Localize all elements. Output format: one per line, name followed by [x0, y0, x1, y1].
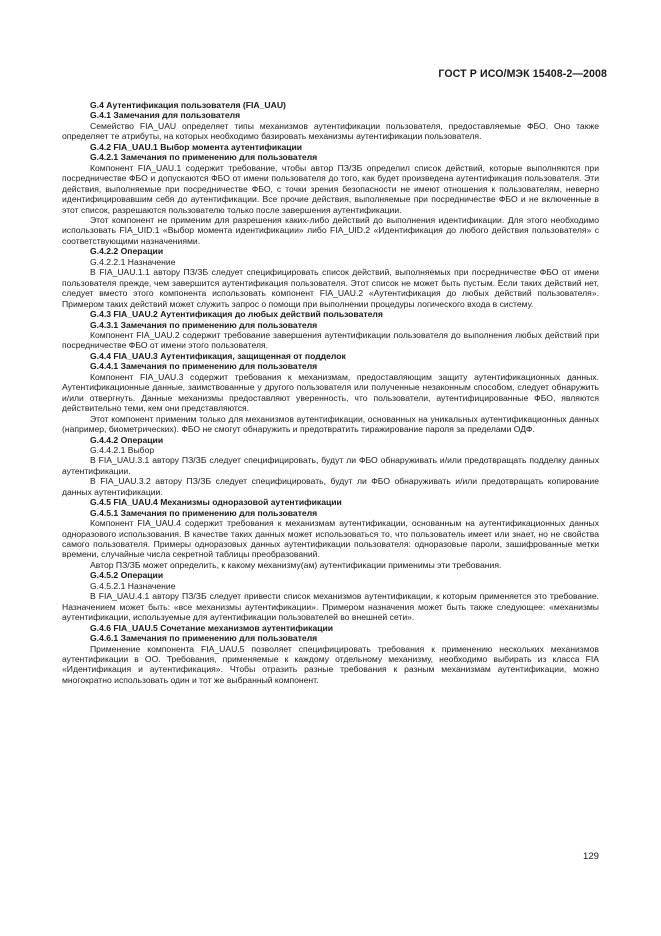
- body-paragraph: В FIA_UAU.1.1 автору ПЗ/ЗБ следует специфицировать список действий, выполняемых при посредничестве ФБО от имени пользователя прежде, чем завершится аутентификация пользователя. Этот список не может быть пустым. Если таких действий нет, следует вместо этого компонента использовать компонент FIA_UAU.2 «Аутентификация до любых действий пользователя». Примером таких действий может служить запрос о помощи при выполнении процедуры логического входа в систему.: [62, 267, 599, 309]
- subsection-label: G.4.4.2.1 Выбор: [90, 444, 155, 455]
- section-heading: G.4.1 Замечания для пользователя: [90, 110, 241, 121]
- section-heading: G.4.6 FIA_UAU.5 Сочетание механизмов аутентификации: [90, 622, 334, 633]
- body-paragraph: Этот компонент применим только для механизмов аутентификации, основанных на уникальных аутентификационных данных (например, биометрических). ФБО не смогут обнаружить и предотвратить тиражирование пароля за пределами ОДФ.: [62, 413, 599, 435]
- body-paragraph: В FIA_UAU.4.1 автору ПЗ/ЗБ следует привести список механизмов аутентификации, к которым применяется это требование. Назначением может быть: «все механизмы аутентификации». Примером назначения может быть также следующее: «механизмы аутентификации, используемые для аутентификации пользователей во внешней сети».: [62, 591, 599, 623]
- page-header: ГОСТ Р ИСО/МЭК 15408-2—2008: [438, 68, 607, 80]
- body-paragraph: В FIA_UAU.3.2 автору ПЗ/ЗБ следует специфицировать, будут ли ФБО обнаруживать и/или предотвращать копирование данных аутентификации.: [62, 476, 599, 497]
- body-paragraph: В FIA_UAU.3.1 автору ПЗ/ЗБ следует специфицировать, будут ли ФБО обнаруживать и/или предотвращать подделку данных аутентификации.: [62, 455, 599, 476]
- body-paragraph: Компонент FIA_UAU.3 содержит требования к механизмам, предоставляющим защиту аутентификационных данных. Аутентификационные данные, заимствованные у другого пользователя или полученные незаконным способом, следует обнаружить и/или отвергнуть. Данные механизмы предоставляют уверенность, что пользователи, аутентифицированные ФБО, являются действительно теми, кем они представляются.: [62, 371, 599, 414]
- body-paragraph: Автор ПЗ/ЗБ может определить, к какому механизму(ам) аутентификации применимы эти требования.: [90, 559, 502, 570]
- section-heading: G.4.5 FIA_UAU.4 Механизмы одноразовой аутентификации: [90, 497, 342, 508]
- page-number: 129: [582, 851, 599, 862]
- section-heading: G.4.2.2 Операции: [90, 246, 164, 257]
- body-paragraph: Компонент FIA_UAU.4 содержит требования к механизмам аутентификации, основанным на аутентификационных данных одноразового использования. В качестве таких данных может использоваться то, что пользователь имеет или знает, но не свойства самого пользователя. Примеры одноразовых данных аутентификации пользователя: одноразовые пароли, зашифрованные метки времени, случайные числа секретной таблицы преобразований.: [62, 518, 599, 560]
- body-paragraph: Компонент FIA_UAU.2 содержит требование завершения аутентификации пользователя до выполнения любых действий при посредничестве ФБО от имени этого пользователя.: [62, 329, 599, 351]
- body-paragraph: Семейство FIA_UAU определяет типы механизмов аутентификации пользователя, предоставляемые ФБО. Оно также определяет те атрибуты, на которых необходимо базировать механизмы аутентификации пользователя.: [62, 120, 599, 142]
- subsection-label: G.4.2.2.1 Назначение: [90, 256, 176, 267]
- section-heading: G.4.4.1 Замечания по применению для пользователя: [90, 361, 318, 372]
- section-heading: G.4.5.2 Операции: [90, 570, 164, 581]
- page-content: [62, 100, 599, 685]
- subsection-label: G.4.5.2.1 Назначение: [90, 580, 176, 591]
- section-heading: G.4.4 FIA_UAU.3 Аутентификация, защищенная от подделок: [90, 350, 346, 361]
- body-paragraph: Применение компонента FIA_UAU.5 позволяет специфицировать требования к применению нескольких механизмов аутентификации в ОО. Требования, применяемые к каждому отдельному механизму, необходимо выбирать из класса FIA «Идентификация и аутентификация». Чтобы отразить разные требования к разным механизмам аутентификации, можно многократно использовать один и тот же выбранный компонент.: [62, 643, 599, 685]
- body-paragraph: Компонент FIA_UAU.1 содержит требование, чтобы автор ПЗ/ЗБ определил список действий, которые выполняются при посредничестве ФБО и допускаются ФБО от имени пользователя до того, как будет произведена аутентификация пользователя. Эти действия, выполняемые при посредничестве ФБО, с точки зрения безопасности не имеют отношения к пользователям, неверно идентифицировавшим себя до аутентификации. Все прочие действия, выполняемые при посредничестве ФБО и не включенные в этот список, разрешаются пользователю только после завершения аутентификации.: [62, 162, 599, 215]
- section-heading: G.4 Аутентификация пользователя (FIA_UAU): [90, 100, 286, 110]
- section-heading: G.4.3.1 Замечания по применению для пользователя: [90, 319, 318, 330]
- body-paragraph: Этот компонент не применим для разрешения каких-либо действий до выполнения идентификации. Для этого необходимо использовать FIA_UID.1 «Выбор момента идентификации» либо FIA_UID.2 «Идентификация до любого действия пользователя» с соответствующими назначениями.: [62, 214, 599, 246]
- section-heading: G.4.2 FIA_UAU.1 Выбор момента аутентификации: [90, 141, 303, 152]
- section-heading: G.4.4.2 Операции: [90, 434, 164, 445]
- section-heading: G.4.2.1 Замечания по применению для пользователя: [90, 152, 318, 163]
- section-heading: G.4.6.1 Замечания по применению для пользователя: [90, 633, 318, 644]
- section-heading: G.4.3 FIA_UAU.2 Аутентификация до любых действий пользователя: [90, 309, 383, 320]
- section-heading: G.4.5.1 Замечания по применению для пользователя: [90, 507, 318, 518]
